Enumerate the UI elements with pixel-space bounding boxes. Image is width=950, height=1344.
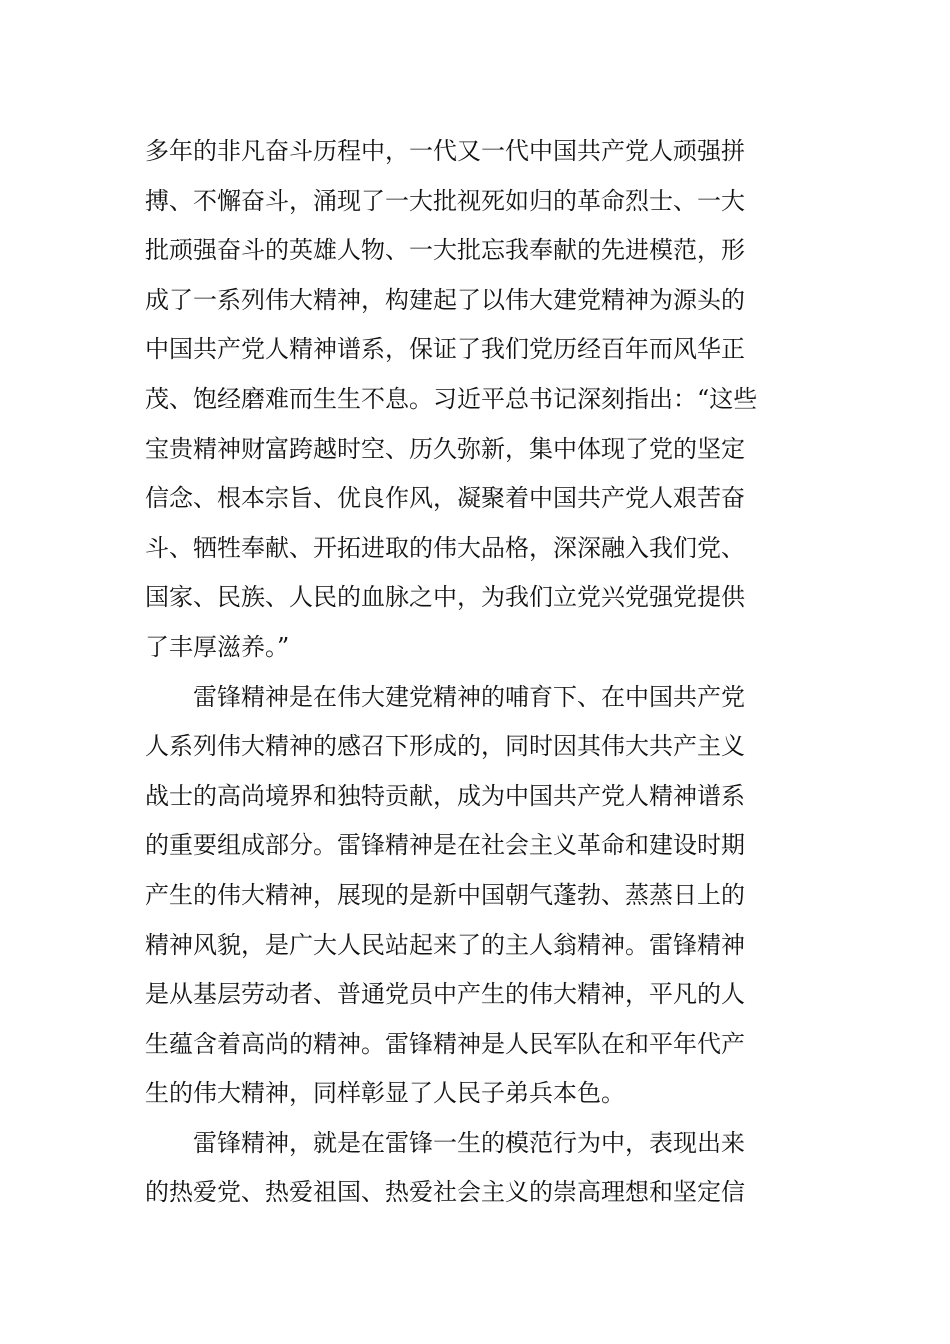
body-text bbox=[145, 127, 805, 1218]
text-line: 生蕴含着高尚的精神。雷锋精神是人民军队在和平年代产 bbox=[145, 1029, 745, 1058]
text-line: 产生的伟大精神，展现的是新中国朝气蓬勃、蒸蒸日上的 bbox=[145, 880, 745, 909]
text-line: 多年的非凡奋斗历程中，一代又一代中国共产党人顽强拼 bbox=[145, 137, 745, 165]
text-line: 生的伟大精神，同样彰显了人民子弟兵本色。 bbox=[145, 1079, 625, 1108]
text-line: 信念、根本宗旨、优良作风，凝聚着中国共产党人艰苦奋 bbox=[145, 484, 745, 513]
text-line: 是从基层劳动者、普通党员中产生的伟大精神，平凡的人 bbox=[145, 980, 745, 1009]
text-line: 批顽强奋斗的英雄人物、一大批忘我奉献的先进模范，形 bbox=[145, 236, 745, 265]
paragraph-1 bbox=[145, 127, 805, 673]
text-line: 雷锋精神，就是在雷锋一生的模范行为中，表现出来 bbox=[145, 1128, 745, 1157]
text-line: 雷锋精神是在伟大建党精神的哺育下、在中国共产党 bbox=[145, 682, 745, 711]
text-line: 的热爱党、热爱祖国、热爱社会主义的崇高理想和坚定信 bbox=[145, 1178, 745, 1207]
text-line: 的重要组成部分。雷锋精神是在社会主义革命和建设时期 bbox=[145, 831, 745, 860]
text-line: 了丰厚滋养。” bbox=[145, 632, 290, 661]
text-line: 搏、不懈奋斗，涌现了一大批视死如归的革命烈士、一大 bbox=[145, 186, 745, 215]
text-line: 中国共产党人精神谱系，保证了我们党历经百年而风华正 bbox=[145, 335, 745, 364]
paragraph-2 bbox=[145, 673, 805, 1119]
text-line: 战士的高尚境界和独特贡献，成为中国共产党人精神谱系 bbox=[145, 781, 745, 810]
text-line: 宝贵精神财富跨越时空、历久弥新，集中体现了党的坚定 bbox=[145, 434, 745, 463]
text-line: 斗、牺牲奉献、开拓进取的伟大品格，深深融入我们党、 bbox=[145, 533, 745, 562]
text-line: 人系列伟大精神的感召下形成的，同时因其伟大共产主义 bbox=[145, 732, 745, 761]
text-line: 国家、民族、人民的血脉之中，为我们立党兴党强党提供 bbox=[145, 583, 745, 612]
text-line: 精神风貌，是广大人民站起来了的主人翁精神。雷锋精神 bbox=[145, 930, 745, 959]
text-line: 成了一系列伟大精神，构建起了以伟大建党精神为源头的 bbox=[145, 285, 745, 314]
text-line: 茂、饱经磨难而生生不息。习近平总书记深刻指出：“这些 bbox=[145, 384, 758, 413]
paragraph-3 bbox=[145, 1119, 805, 1218]
